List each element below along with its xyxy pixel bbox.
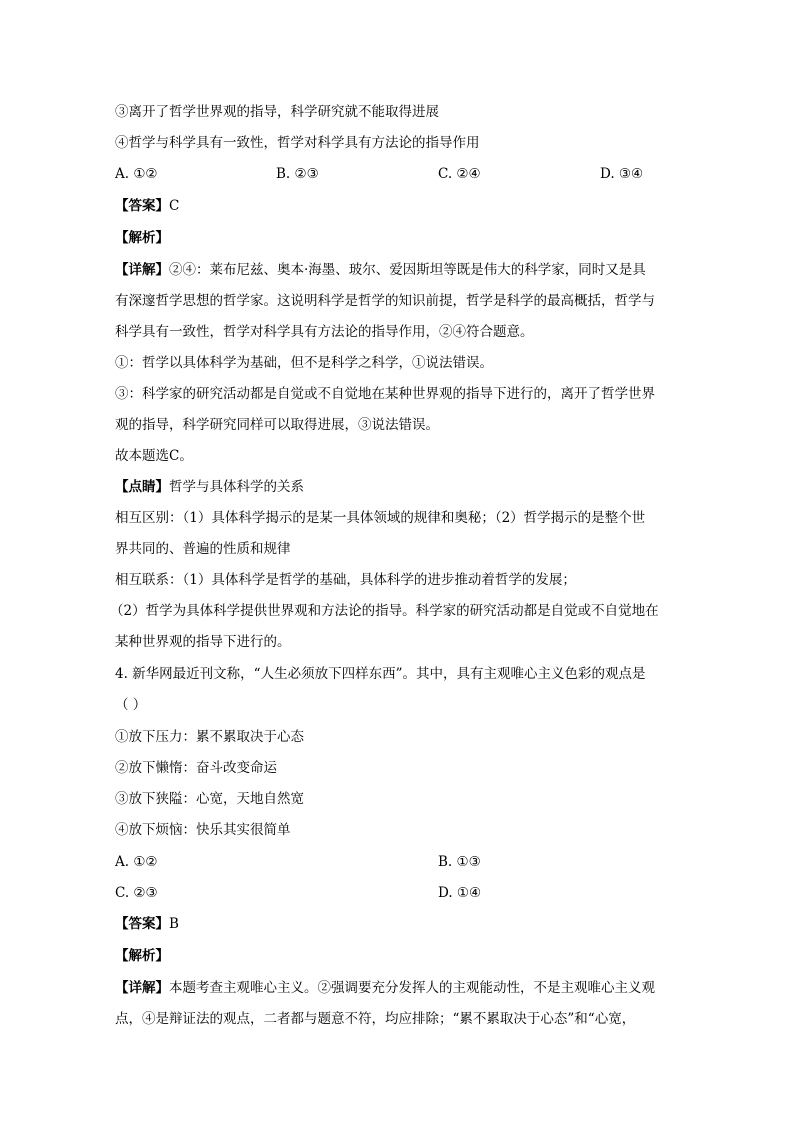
q3-detail-line-7: 故本题选C。	[115, 448, 193, 464]
q4-detail-line-2: 点，④是辩证法的观点，二者都与题意不符，均应排除；“累不累取决于心态”和“心宽，	[115, 1011, 636, 1027]
tip-title: 哲学与具体科学的关系	[169, 479, 304, 495]
q3-statement-3: ③离开了哲学世界观的指导，科学研究就不能取得进展	[115, 104, 439, 120]
detail-text: ②④：莱布尼兹、奥本·海墨、玻尔、爱因斯坦等既是伟大的科学家，同时又是具	[169, 262, 646, 278]
q4-analysis-tag: 【解析】	[115, 948, 169, 964]
detail-tag: 【详解】	[115, 980, 169, 996]
q3-statement-4: ④哲学与科学具有一致性，哲学对科学具有方法论的指导作用	[115, 135, 480, 151]
q3-detail-line-5: ③：科学家的研究活动都是自觉或不自觉地在某种世界观的指导下进行的，离开了哲学世界	[115, 386, 655, 402]
q4-option-a: A. ①②	[115, 854, 158, 870]
q3-tip-line-5: 某种世界观的指导下进行的。	[115, 634, 291, 650]
answer-value: C	[169, 198, 180, 214]
q4-option-b: B. ①③	[438, 854, 481, 870]
q3-detail-line-2: 有深邃哲学思想的哲学家。这说明科学是哲学的知识前提，哲学是科学的最高概括，哲学与	[115, 293, 655, 309]
q3-option-a: A. ①②	[115, 166, 158, 182]
q3-tip-line-4: （2）哲学为具体科学提供世界观和方法论的指导。科学家的研究活动都是自觉或不自觉地在	[110, 603, 659, 619]
q4-stem-line-2: （ ）	[115, 697, 147, 713]
q3-tip-line-1: 相互区别：（1）具体科学揭示的是某一具体领域的规律和奥秘；（2）哲学揭示的是整个世	[115, 510, 646, 526]
q3-detail-line-6: 观的指导，科学研究同样可以取得进展，③说法错误。	[115, 417, 439, 433]
q3-detail-line-1	[115, 260, 646, 280]
answer-value: B	[169, 916, 179, 932]
q4-statement-3: ③放下狭隘：心宽，天地自然宽	[115, 791, 304, 807]
tip-tag: 【点睛】	[115, 479, 169, 495]
q4-detail-line-1	[115, 978, 655, 998]
q3-tip-line-2: 界共同的、普遍的性质和规律	[115, 541, 291, 557]
q4-option-d: D. ①④	[438, 885, 482, 901]
q4-statement-1: ①放下压力：累不累取决于心态	[115, 729, 304, 745]
answer-tag: 【答案】	[115, 198, 169, 214]
q3-detail-line-4: ①：哲学以具体科学为基础，但不是科学之科学，①说法错误。	[115, 355, 493, 371]
detail-text: 本题考查主观唯心主义。②强调要充分发挥人的主观能动性，不是主观唯心主义观	[169, 980, 655, 996]
q4-statement-2: ②放下懒惰：奋斗改变命运	[115, 760, 277, 776]
q3-tip-heading	[115, 477, 304, 497]
q3-analysis-tag: 【解析】	[115, 230, 169, 246]
q4-option-c: C. ②③	[115, 885, 158, 901]
q3-option-d: D. ③④	[600, 166, 644, 182]
q4-answer	[115, 914, 179, 934]
q3-detail-line-3: 科学具有一致性，哲学对科学具有方法论的指导作用，②④符合题意。	[115, 324, 534, 340]
q4-stem-line-1: 4. 新华网最近刊文称，“人生必须放下四样东西”。其中，具有主观唯心主义色彩的观点是	[115, 666, 646, 682]
q3-answer	[115, 196, 179, 216]
detail-tag: 【详解】	[115, 262, 169, 278]
q3-option-c: C. ②④	[438, 166, 481, 182]
q3-option-b: B. ②③	[276, 166, 319, 182]
q4-statement-4: ④放下烦恼：快乐其实很简单	[115, 822, 291, 838]
answer-tag: 【答案】	[115, 916, 169, 932]
q3-tip-line-3: 相互联系：（1）具体科学是哲学的基础，具体科学的进步推动着哲学的发展；	[115, 572, 576, 588]
